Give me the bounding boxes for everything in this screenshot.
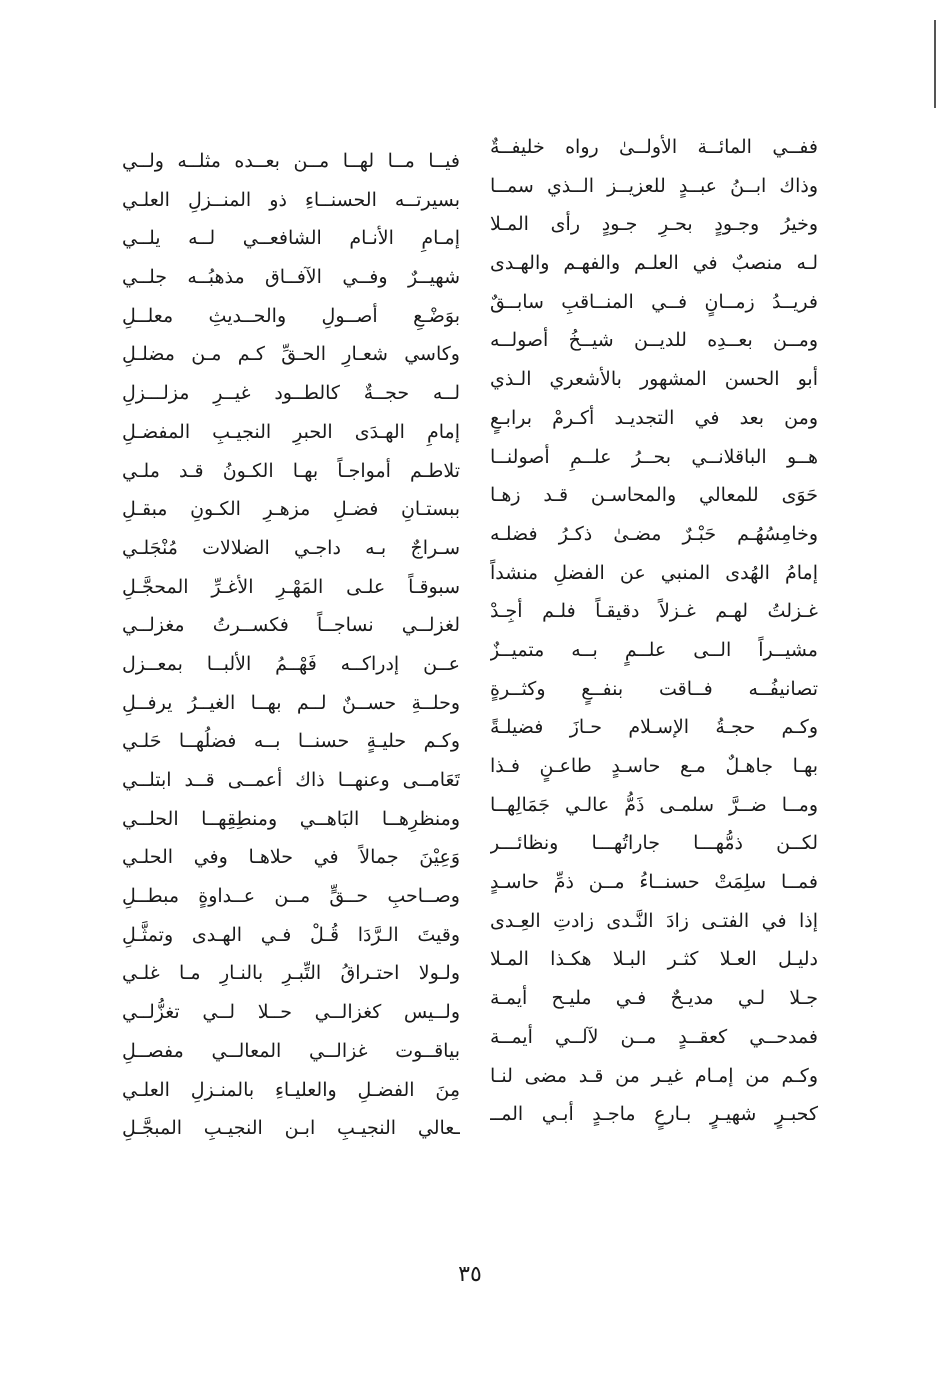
verse-line: وكـم من إمـام غيـر من قـد مضى لنـا bbox=[490, 1064, 818, 1087]
verse-line: وصــاحبِ حــقٍّ مــن عــداوةٍ مبطــلِ bbox=[122, 885, 460, 908]
verse-line: لــه حجــةٌ كالطــود غيــرِ مزلـــزلِ bbox=[122, 382, 460, 405]
verse-line: وذاك ابــنُ عبــدٍ للعزيــز الــذي سمــا bbox=[490, 174, 818, 197]
verse-line: لغزلــي نساجــاً فكســرتُ مغزلــي bbox=[122, 614, 460, 637]
verse-line: ومن بعد في التجديـد أكـرمْ برابـعٍ bbox=[490, 406, 818, 429]
page-number: ٣٥ bbox=[458, 1262, 482, 1287]
verse-line: ومــا ضــرَّ سلمـى ذَمُّ عالـي جَمَالِهــا bbox=[490, 793, 818, 816]
verse-line: فيــا مــا لهــا مــن بعــده مثلــه ولــي bbox=[122, 150, 460, 172]
verse-line: بهـا جاهـلٌ مـع حاسـدٍ طاعـنٍ فـذا bbox=[490, 755, 818, 777]
verse-line: وخامِسُهُـم حَبْـرٌ مضـىٰ ذكـرُ فضلـه bbox=[490, 522, 818, 545]
verse-line: مِنَ الفضـلِ والعليـاءِ بالمنـزلِ العلـي bbox=[122, 1078, 460, 1101]
verse-line: تلاطـم أمواجـاً بهـا الكـونُ قـد ملـي bbox=[122, 459, 460, 482]
verse-line: وحلــةِ حســنٌ لــم بهــا الغيــرُ يرفــلِ bbox=[122, 691, 460, 714]
verse-line: فمــا سلِمَتْ حسنــاءُ مــن ذمِّ حاسـدٍ bbox=[490, 871, 818, 894]
poem-column-left bbox=[122, 142, 460, 1148]
verse-line: إذا في الفتـى زادَ النَّـدى زادتِ العِـدى bbox=[490, 909, 818, 932]
verse-line: سبوقـاً علـى المَهْـرِ الأغـرِّ المحجَّـلِ bbox=[122, 575, 460, 598]
verse-line: فريــدُ زمــانٍ فــي المنــاقبِ سابــقٌ bbox=[490, 290, 818, 313]
verse-line: وكاسي شعـارِ الحـقِّ كـم مـن مضلـلِ bbox=[122, 343, 460, 366]
verse-line: إمامُ الهُدى المنبي عن الفضلِ منشداً bbox=[490, 561, 818, 584]
verse-line: لـه منصبٌ في العلـم والفهـم والهـدى bbox=[490, 252, 818, 275]
verse-line: أبو الحسن المشهور بالأشعري الـذي bbox=[490, 368, 818, 391]
verse-line: بوَضْـعِ أصــولِ والحــديثِ معلــلِ bbox=[122, 304, 460, 327]
verse-line: ـعالي النجيـبِ ابـن النجيـبِ المبجَّـلِ bbox=[122, 1117, 460, 1140]
page-edge-line bbox=[934, 20, 936, 108]
verse-line: دليـل العـلا كثـر البـلا هكـذا المـلا bbox=[490, 948, 818, 971]
verse-line: وكـم حجـةُ الإسـلام حـازَ فضيلـةً bbox=[490, 716, 818, 739]
poem-column-right bbox=[490, 128, 818, 1134]
verse-line: كحبـرٍ شهيـرٍ بـارعٍ ماجـدٍ أبـي المــ bbox=[490, 1103, 818, 1126]
verse-line: وخيرُ وجـودٍ بحـرِ جـودٍ رأى المـلا bbox=[490, 213, 818, 236]
verse-line: تصانيفُــه فــاقت بنفــعٍ وكثــرةٍ bbox=[490, 677, 818, 700]
verse-line: ومــن بعــدِه للديــن شيــخُ أصولــه bbox=[490, 329, 818, 352]
verse-line: ولــيس كغزالــي حــلا لــي تغزُّلــي bbox=[122, 1001, 460, 1024]
verse-line: مشيــراً الــى علــمٍ بــه متميــزٌ bbox=[490, 638, 818, 661]
verse-line: ولـولا احتـراقُ التِّبـرِ بالنـارِ مـا غلـي bbox=[122, 962, 460, 985]
verse-line: ومنظرِهــا البَاهــي ومنطِقِهــا الحلــي bbox=[122, 807, 460, 830]
verse-line: بسيرتــه الحسنــاءِ ذو المنــزلِ العلـي bbox=[122, 188, 460, 211]
verse-line: فمدحــي كعقــدٍ مــن لآلــي أيمــة bbox=[490, 1025, 818, 1048]
verse-line: لكــن ذمُّهـــا جاراتُهـــا ونظائـــر bbox=[490, 832, 818, 855]
verse-line: ببستـانِ فضـلِ مزهـرِ الكـونِ مبقـلِ bbox=[122, 498, 460, 521]
verse-line: وَعِيْنَ جمالاً في حلاهـا وفي الحلـي bbox=[122, 846, 460, 869]
verse-line: عــن إدراكــه فَهْــمُ الألبــا بمعــزل bbox=[122, 652, 460, 675]
verse-line: بياقــوت غزالــي المعالــي مفصــلِ bbox=[122, 1039, 460, 1062]
verse-line: هــو الباقلانــي بحــرُ علــمِ أصولنــا bbox=[490, 445, 818, 468]
verse-line: شهيــرٌ وفــي الآفــاق مذهبُــه جلــي bbox=[122, 266, 460, 289]
verse-line: حَوَى للمعالي والمحاسـن قـد زهـا bbox=[490, 484, 818, 507]
verse-line: غـزلتُ لهـم غـزلاً دقيقـاً فلـم أجِـدْ bbox=[490, 600, 818, 623]
verse-line: وقيتَ الـرَّدَا قُـلْ فـي الهـدى وتمثَّـلِ bbox=[122, 923, 460, 946]
verse-line: سـراجٌ بـه داجـي الضلالات مُنْجَلـي bbox=[122, 536, 460, 559]
verse-line: وكـم حليـةٍ حسنــا بــه فضلُهــا حَلـي bbox=[122, 730, 460, 753]
verse-line: إمـامِ الأنـام الشافعــي لــه يلــي bbox=[122, 227, 460, 250]
verse-line: ففــي المائــة الأولــىٰ رواه خليفــةٌ bbox=[490, 136, 818, 158]
verse-line: تَعَامــى وعنهــا ذاك أعمــى قــد ابتلــي bbox=[122, 769, 460, 791]
verse-line: جـلا لـي مديـحٌ فـي مليـح أيمـة bbox=[490, 987, 818, 1010]
verse-line: إمامِ الهـدَى الحبرِ النجيـبِ المفضـلِ bbox=[122, 420, 460, 443]
